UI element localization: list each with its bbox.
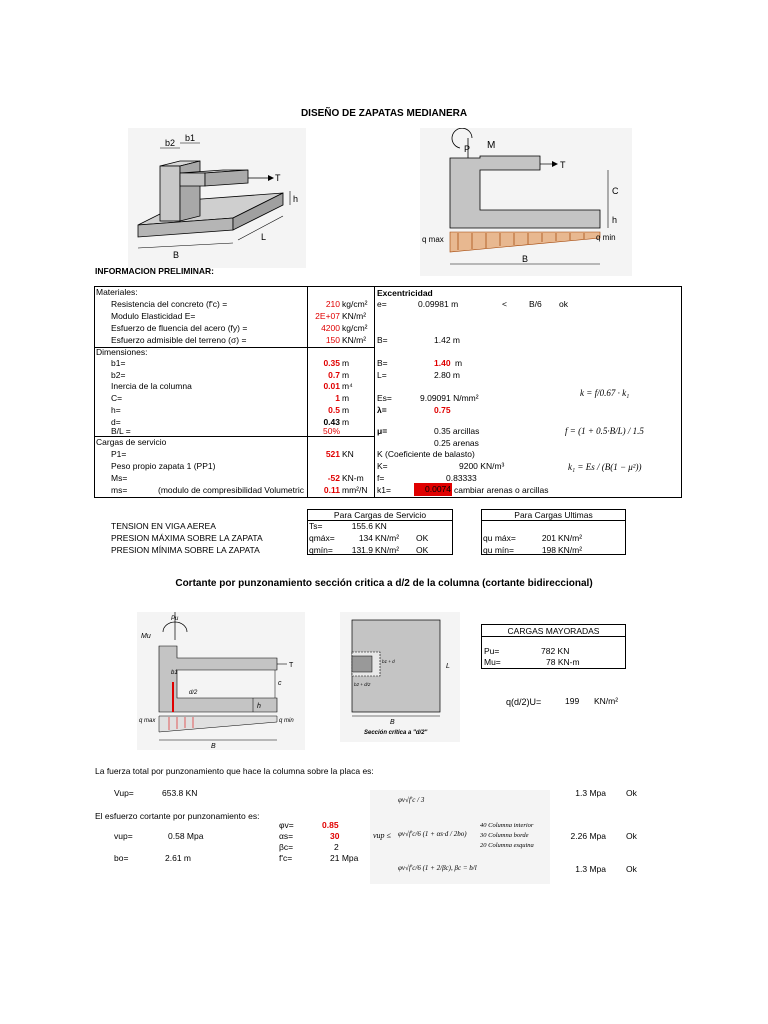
vc-opt-2: 30 Columna borde [480,832,529,839]
fig2-h-label: h [612,215,618,225]
result-status: Ok [626,831,637,841]
k1-label: k1= [377,485,391,495]
k1-note: cambiar arenas o arcillas [454,485,549,495]
dimensiones-value: 0.43 [323,417,340,427]
e-label: e= [377,299,387,309]
servicio-row-value: 131.9 [351,545,373,555]
fig2-C-label: C [612,186,619,196]
ultimas-row-key: qu mín= [483,545,514,555]
servicio-row-key: Ts= [309,521,323,531]
fig4-L-label: L [446,663,450,670]
fig2-qmin-label: q min [596,233,616,242]
result-value: 1.3 Mpa [575,788,606,798]
lt-sign: < [502,299,507,309]
cargas-unit: KN [342,449,354,459]
fig3-qmin-label: q min [279,718,294,724]
result-status: Ok [626,788,637,798]
e-value: 0.09981 m [418,299,459,309]
servicio-row-ok: OK [416,533,429,543]
materiales-value: 150 [325,335,340,345]
ok-label: ok [559,299,568,309]
fig4-b1-label: b1 + d [382,659,395,664]
cargas-extra: (modulo de compresibilidad Volumetric [158,485,304,495]
cargas-label: P1= [111,449,127,459]
Es-value: 9.09091 N/mm² [420,393,479,403]
servicio-row-label: PRESION MÍNIMA SOBRE LA ZAPATA [111,545,260,555]
K-label: K (Coeficiente de balasto) [377,449,475,459]
dimensiones-value: 0.01 [323,381,340,391]
vc-formula-term1: φv√f'c / 3 [398,796,425,804]
servicio-row-unit: KN/m² [375,545,400,555]
fig4-caption: Sección crítica a "d/2" [364,730,428,736]
vc-formula-figure [370,790,550,884]
dimensiones-value: 0.7 [328,370,340,380]
lambda-value: 0.75 [434,405,451,415]
B2-unit: m [455,358,463,368]
fuerza-text: La fuerza total por punzonamiento que hace la columna sobre la placa es: [95,766,374,776]
result-value: 2.26 Mpa [570,831,606,841]
dimensiones-value: 50% [322,426,340,436]
pu-value: 782 KN [541,646,570,656]
dimensiones-label: b2= [111,370,126,380]
fig1-b2-label: b2 [165,138,176,148]
bo-label: bo= [114,853,129,863]
materiales-value: 2E+07 [315,311,340,321]
B-label: B= [377,335,388,345]
critical-section-figure [340,612,460,742]
fig4-B-label: B [390,719,395,726]
dimensiones-label: h= [111,405,121,415]
bo-value: 2.61 m [165,853,191,863]
punzonamiento-title: Cortante por punzonamiento sección critica a d/2 de la columna (cortante bidireccional) [175,578,593,589]
fig3-Mu-label: Mu [141,633,151,640]
materiales-label: Esfuerzo de fluencia del acero (fy) = [111,323,248,333]
vc-formula-term2: φv√f'c/6 (1 + αs·d / 2bo) [398,830,467,838]
alpha-label: αs= [279,831,294,841]
f-value: 0.83333 [446,473,477,483]
fig2-M-label: M [487,140,496,151]
q-d2-value: 199 [565,696,580,706]
cargas-value: 521 [325,449,340,459]
servicio-row-key: qmín= [309,545,333,555]
vc-formula-term3: φv√f'c/6 (1 + 2/βc), βc = b/l [398,864,477,872]
ultimas-row-key: qu máx= [483,533,516,543]
fig1-T-label: T [275,173,281,183]
materiales-unit: kg/cm² [342,323,368,333]
ultimas-row-value: 198 [541,545,556,555]
cargas-header: Cargas de servicio [96,437,167,447]
servicio-row-key: qmáx= [309,533,335,543]
B2-value: 1.40 [434,358,451,368]
fig1-B-label: B [173,250,180,260]
mu-label: μ= [377,426,388,436]
formula-k1: k₁ = Es / (B(1 − μ²)) [568,462,642,472]
beta-label: βc= [279,842,294,852]
fig4-b2-label: b2 + d/2 [354,682,371,687]
dimensiones-label: b1= [111,358,126,368]
B-value: 1.42 m [434,335,460,345]
footing-isometric-figure [128,128,306,268]
materiales-label: Modulo Elasticidad E= [111,311,196,321]
fig1-b1-label: b1 [185,133,196,143]
punching-section-figure [137,612,305,750]
dimensiones-label: Inercia de la columna [111,381,192,391]
cargas-unit: mm²/N [342,485,368,495]
beta-value: 2 [334,842,339,852]
ultimas-row-value: 201 [541,533,556,543]
cargas-value: 0.11 [323,485,340,495]
servicio-row-unit: KN [375,521,387,531]
servicio-header: Para Cargas de Servicio [333,510,427,520]
materiales-label: Esfuerzo admisible del terreno (σ) = [111,335,247,345]
K2-label: K= [377,461,388,471]
q-d2-label: q(d/2)U= [506,697,542,707]
phi-value: 0.85 [322,820,339,830]
Es-label: Es= [377,393,392,403]
cargas-label: Ms= [111,473,128,483]
materiales-value: 4200 [321,323,340,333]
mu-value-arcillas: 0.35 arcillas [434,426,480,436]
k1-value: 0.0074 [414,483,452,496]
vup-value: 653.8 KN [162,788,198,798]
fig1-h-label: h [293,194,299,204]
fig2-T-label: T [560,160,566,170]
fig3-T-label: T [289,662,294,669]
cargas-unit: KN-m [342,473,364,483]
materiales-unit: KN/m² [342,311,367,321]
fig2-B-label: B [522,254,529,264]
dimensiones-value: 1 [335,393,340,403]
dimensiones-unit: m⁴ [342,381,353,391]
phi-label: φv= [279,820,294,830]
dimensiones-label: B/L = [111,426,131,436]
ultimas-header: Para Cargas Ultimas [514,510,593,520]
fig3-B-label: B [211,743,216,750]
pu-label: Pu= [484,646,500,656]
servicio-row-value: 134 [358,533,373,543]
mu-value: 78 KN-m [546,657,580,667]
cargas-value: -52 [327,473,340,483]
L-label: L= [377,370,387,380]
esfuerzo-text: El esfuerzo cortante por punzonamiento es: [95,811,260,821]
B2-label: B= [377,358,388,368]
servicio-row-ok: OK [416,545,429,555]
vc-opt-1: 40 Columna interior [480,822,534,829]
fc-value: 21 Mpa [330,853,359,863]
b6-label: B/6 [529,299,542,309]
L-value: 2.80 m [434,370,460,380]
info-preliminar-heading: INFORMACION PRELIMINAR: [95,266,214,276]
dimensiones-value: 0.35 [323,358,340,368]
excentricidad-header: Excentricidad [377,288,433,298]
fig3-b1-label: b1 [171,670,178,676]
f-label: f= [377,473,385,483]
vup2-label: vup= [114,831,133,841]
dimensiones-unit: m [342,417,350,427]
servicio-row-unit: KN/m² [375,533,400,543]
materiales-value: 210 [325,299,340,309]
materiales-unit: KN/m² [342,335,367,345]
ultimas-row-unit: KN/m² [558,533,583,543]
mu-value-arenas: 0.25 arenas [434,438,479,448]
vc-formula-lhs: vup ≤ [373,831,391,840]
page-title: DISEÑO DE ZAPATAS MEDIANERA [300,108,468,119]
fig3-h-label: h [257,703,261,710]
formula-f: f = (1 + 0.5·B/L) / 1.5 [565,426,644,436]
formula-k: k = f/0.67 · k₁ [580,388,630,398]
cargas-label: ms= [111,485,128,495]
materiales-header: Materiales: [96,287,138,297]
dimensiones-unit: m [342,370,350,380]
result-value: 1.3 Mpa [575,864,606,874]
footing-section-figure [420,128,632,276]
dimensiones-header: Dimensiones: [96,347,148,357]
fig3-Pu-label: Pu [171,616,179,622]
mayoradas-header: CARGAS MAYORADAS [507,626,600,636]
dimensiones-label: C= [111,393,123,403]
fig3-d2-label: d/2 [189,690,198,696]
dimensiones-unit: m [342,358,350,368]
fig3-c-label: c [278,680,282,687]
fc-label: f'c= [279,853,293,863]
vc-opt-3: 20 Columna esquina [480,842,534,849]
fig1-L-label: L [261,232,267,242]
dimensiones-unit: m [342,393,350,403]
lambda-label: λ= [377,405,387,415]
vup2-value: 0.58 Mpa [168,831,204,841]
fig2-P-label: P [464,144,471,154]
fig3-qmax-label: q max [139,718,156,724]
servicio-row-label: TENSION EN VIGA AEREA [111,521,216,531]
dimensiones-value: 0.5 [328,405,340,415]
dimensiones-unit: m [342,405,350,415]
materiales-label: Resistencia del concreto (f'c) = [111,299,228,309]
vup-label: Vup= [114,788,134,798]
cargas-label: Peso propio zapata 1 (PP1) [111,461,216,471]
alpha-value: 30 [330,831,340,841]
mu-label: Mu= [484,657,501,667]
ultimas-row-unit: KN/m² [558,545,583,555]
K2-value: 9200 KN/m³ [459,461,505,471]
servicio-row-label: PRESION MÁXIMA SOBRE LA ZAPATA [111,533,263,543]
servicio-row-value: 155.6 [351,521,373,531]
dimensiones-label: d= [111,417,121,427]
materiales-unit: kg/cm² [342,299,368,309]
result-status: Ok [626,864,637,874]
q-d2-unit: KN/m² [594,696,619,706]
fig2-qmax-label: q max [422,235,444,244]
